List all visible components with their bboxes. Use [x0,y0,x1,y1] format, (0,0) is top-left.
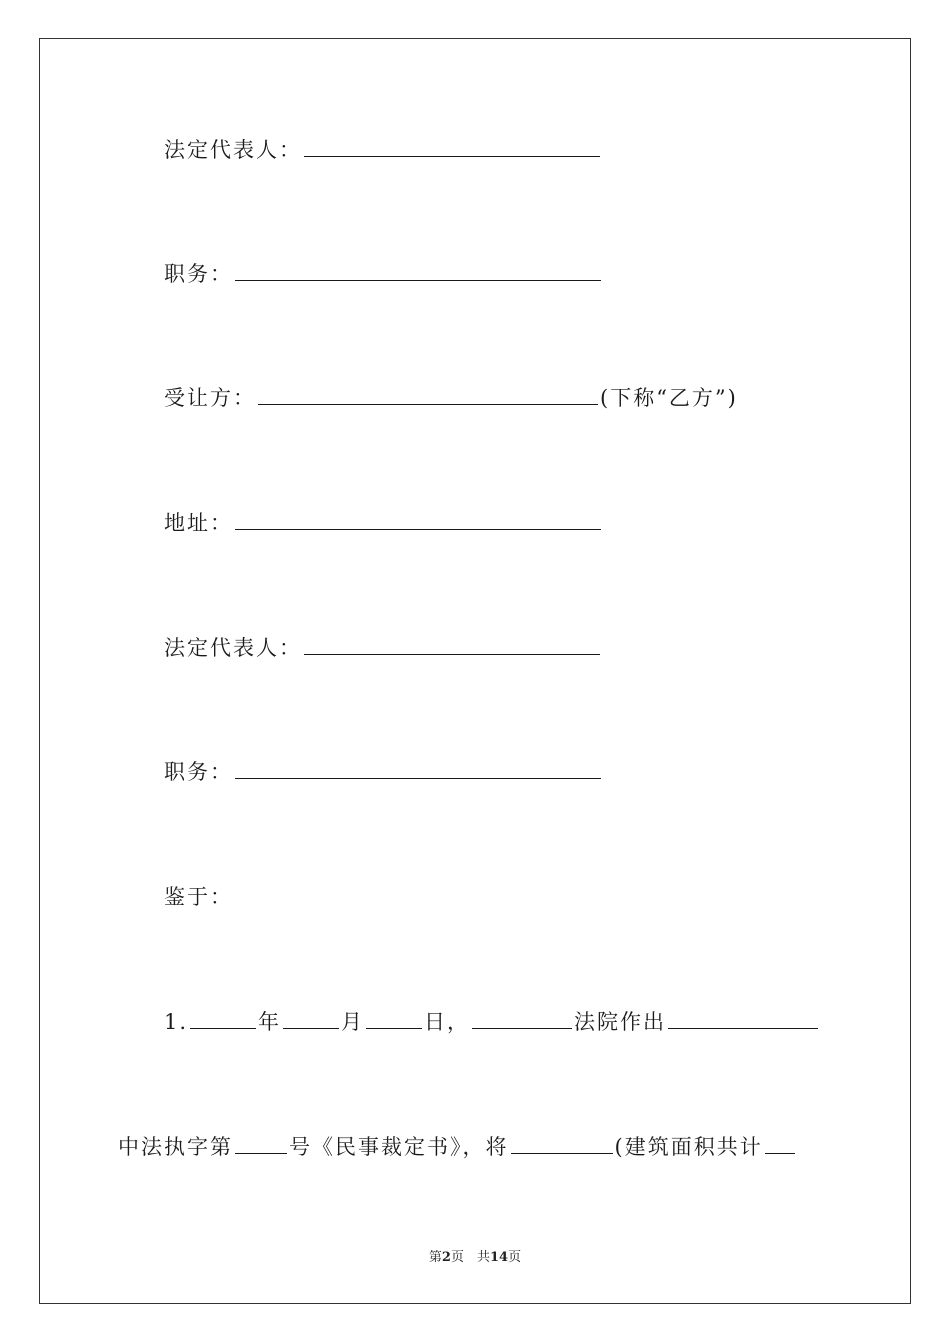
property-blank[interactable] [511,1133,613,1154]
page-footer [0,1246,950,1265]
position-blank[interactable] [235,260,601,281]
position-line-2 [164,758,603,786]
month-blank[interactable] [283,1008,339,1029]
ruling-blank[interactable] [668,1008,818,1029]
page-frame [39,38,911,1304]
year-text: 年 [258,1010,282,1034]
clause-number: 1. [164,1010,189,1034]
current-page-number: 2 [441,1250,451,1265]
position-line [164,260,603,288]
position-label: 职务： [164,262,233,286]
court-text: 法院作出 [574,1010,667,1034]
footer-mid: 页 共 [450,1250,490,1265]
total-pages-number: 14 [489,1250,509,1265]
case-number-blank[interactable] [235,1133,287,1154]
position-blank-2[interactable] [235,758,601,779]
assignee-line [164,384,738,412]
month-text: 月 [341,1010,365,1034]
legal-representative-line-2 [164,634,602,662]
enforcement-text: 中法执字第 [118,1135,233,1159]
legal-representative-line [164,136,602,164]
footer-prefix: 第 [428,1250,442,1265]
day-text: 日， [424,1010,471,1034]
assignee-label: 受让方： [164,386,256,410]
legal-representative-blank-2[interactable] [304,634,600,655]
ruling-text: 号《民事裁定书》，将 [289,1135,509,1159]
day-blank[interactable] [366,1008,422,1029]
assignee-suffix: (下称“乙方”) [600,386,738,410]
address-line [164,509,603,537]
legal-representative-blank[interactable] [304,136,600,157]
footer-suffix: 页 [508,1250,522,1265]
court-blank[interactable] [472,1008,572,1029]
area-text: (建筑面积共计 [614,1135,763,1159]
whereas-line [164,883,233,911]
assignee-blank[interactable] [258,384,598,405]
clause-1-line [164,1008,820,1036]
legal-representative-label-2: 法定代表人： [164,636,302,660]
clause-1-continued-line [118,1133,797,1161]
year-blank[interactable] [190,1008,256,1029]
position-label-2: 职务： [164,760,233,784]
area-blank[interactable] [765,1133,795,1154]
whereas-label: 鉴于： [164,885,233,909]
address-label: 地址： [164,511,233,535]
legal-representative-label: 法定代表人： [164,138,302,162]
address-blank[interactable] [235,509,601,530]
